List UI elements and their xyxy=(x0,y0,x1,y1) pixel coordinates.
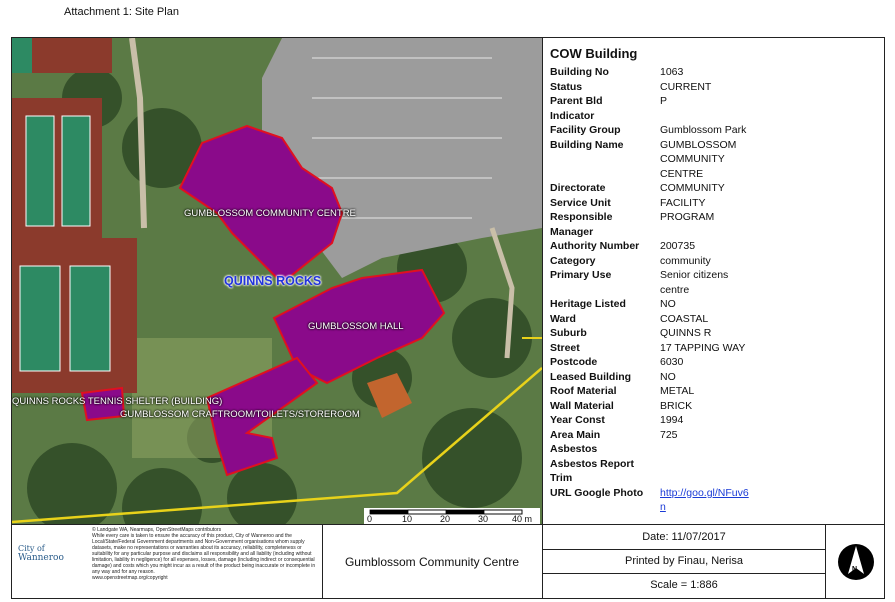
attribute-value: Gumblossom Park xyxy=(660,124,747,136)
attribute-row xyxy=(550,355,760,370)
attribute-value: 6030 xyxy=(660,356,684,368)
attribute-row xyxy=(550,196,760,211)
footer-date: Date: 11/07/2017 xyxy=(642,531,726,543)
attribute-value: FACILITY xyxy=(660,196,706,209)
attribute-key: Building No xyxy=(550,66,609,78)
attribute-value xyxy=(660,471,760,486)
attribute-value: CURRENT xyxy=(660,80,712,93)
disclaimer: © Landgate WA, Nearmaps, OpenStreetMaps contributors While every care is taken to ensure the accuracy of this product, City of Wanneroo and the Local/State/Federal Government departments and Non-Government organisations whom supply datasets, make no representations or warranties about its accuracy, reliability, completeness or suitability for any particular purpose and disclaims all responsibility and all liability (including without limitation, liability in negligence) for all expenses, losses, damage (including indirect or consequential damage) and costs which you might incur as a result of the product being inaccurate or incomplete in any way and for any reason. www.openstreetmap.org/copyright xyxy=(92,527,316,581)
scale-tick-10: 10 xyxy=(402,514,413,524)
attribute-key: Service Unit xyxy=(550,196,611,209)
attribute-row xyxy=(550,413,760,428)
attribute-value: BRICK xyxy=(660,399,693,412)
attribute-value: NO xyxy=(660,298,676,310)
attribute-key: Category xyxy=(550,254,596,267)
attribute-key: Heritage Listed xyxy=(550,298,626,310)
label-craftroom: GUMBLOSSOM CRAFTROOM/TOILETS/STOREROOM xyxy=(120,409,360,420)
attribute-value: 17 TAPPING WAY xyxy=(660,341,746,354)
attribute-value: PROGRAM xyxy=(660,211,715,223)
attribute-row xyxy=(550,326,760,341)
attribute-row xyxy=(550,370,760,385)
north-label: N xyxy=(852,566,858,573)
attribute-row xyxy=(550,94,760,123)
attribute-row xyxy=(550,80,760,95)
logo-name-text: Wanneroo xyxy=(18,553,64,563)
attribute-row xyxy=(550,442,760,457)
attribute-row xyxy=(550,254,760,269)
google-photo-link[interactable]: http://goo.gl/NFuv6 n xyxy=(660,486,749,513)
attribute-row xyxy=(550,312,760,327)
attribute-value: COMMUNITY xyxy=(660,182,725,194)
attribute-row xyxy=(550,123,760,138)
attribute-key: Primary Use xyxy=(550,269,612,281)
attribute-row xyxy=(550,399,760,414)
label-community-centre: GUMBLOSSOM COMMUNITY CENTRE xyxy=(184,208,356,219)
attribute-panel xyxy=(550,46,880,515)
attribute-row xyxy=(550,239,760,254)
attribute-key: Parent Bld Indicator xyxy=(550,95,603,122)
attribute-key: Asbestos Report xyxy=(550,457,635,470)
attribute-value: GUMBLOSSOM COMMUNITY CENTRE xyxy=(660,138,737,180)
attribute-key: URL Google Photo xyxy=(550,486,644,499)
attribute-key: Suburb xyxy=(550,327,587,339)
attribute-key: Authority Number xyxy=(550,240,640,252)
attribute-key: Wall Material xyxy=(550,399,614,412)
attribute-value: Senior citizens centre xyxy=(660,269,729,296)
attribute-key: Postcode xyxy=(550,356,598,368)
attribute-key: Asbestos xyxy=(550,443,598,455)
attribute-value xyxy=(660,457,760,472)
attribute-value: QUINNS R xyxy=(660,327,712,339)
attribute-value: 200735 xyxy=(660,240,696,252)
attribute-key: Status xyxy=(550,80,583,93)
attribute-value xyxy=(660,442,760,457)
attribute-row xyxy=(550,268,760,297)
attribute-key: Roof Material xyxy=(550,385,617,397)
attribute-key: Ward xyxy=(550,312,576,325)
scale-tick-40: 40 m xyxy=(512,514,533,524)
scale-tick-20: 20 xyxy=(440,514,451,524)
attribute-table xyxy=(550,65,760,515)
attribute-value: 1994 xyxy=(660,414,684,426)
label-hall: GUMBLOSSOM HALL xyxy=(308,321,404,332)
north-arrow-icon xyxy=(837,540,875,589)
attribute-key: Leased Building xyxy=(550,370,632,383)
attribute-key: Facility Group xyxy=(550,124,621,136)
scale-tick-30: 30 xyxy=(478,514,489,524)
label-suburb: QUINNS ROCKS xyxy=(224,274,322,288)
attribute-key: Directorate xyxy=(550,182,606,194)
attribute-key: Building Name xyxy=(550,138,624,151)
city-logo xyxy=(18,544,78,563)
attribute-value: COASTAL xyxy=(660,312,709,325)
attribute-value: 1063 xyxy=(660,66,684,78)
attribute-row xyxy=(550,138,760,182)
attribute-value: community xyxy=(660,254,711,267)
attachment-title: Attachment 1: Site Plan xyxy=(64,6,179,18)
attribute-value: METAL xyxy=(660,385,695,397)
footer-separator-right xyxy=(825,525,826,599)
attribute-row xyxy=(550,297,760,312)
footer-map-title: Gumblossom Community Centre xyxy=(344,554,520,569)
divider-vertical xyxy=(542,38,543,599)
attribute-row xyxy=(550,341,760,356)
footer-scale: Scale = 1:886 xyxy=(650,579,718,591)
panel-title: COW Building xyxy=(550,46,638,61)
attribute-key: Trim xyxy=(550,472,573,484)
attribute-row xyxy=(550,486,760,515)
attribute-row xyxy=(550,384,760,399)
logo-top-text: City of xyxy=(18,544,45,553)
footer-printed-by: Printed by Finau, Nerisa xyxy=(625,555,743,567)
attribute-key: Area Main xyxy=(550,428,601,441)
attribute-row xyxy=(550,181,760,196)
attribute-value: NO xyxy=(660,370,676,383)
aerial-map[interactable] xyxy=(12,38,542,524)
attribute-row xyxy=(550,210,760,239)
attribute-row xyxy=(550,457,760,472)
attribute-value: 725 xyxy=(660,428,678,441)
scale-tick-0: 0 xyxy=(367,514,373,524)
attribute-row xyxy=(550,471,760,486)
attribute-key: Responsible Manager xyxy=(550,211,613,238)
attribute-row xyxy=(550,65,760,80)
attribute-value: P xyxy=(660,95,668,107)
attribute-key: Street xyxy=(550,341,580,354)
attribute-key: Year Const xyxy=(550,414,605,426)
label-tennis-shelter: QUINNS ROCKS TENNIS SHELTER (BUILDING) xyxy=(12,396,223,407)
attribute-row xyxy=(550,428,760,443)
